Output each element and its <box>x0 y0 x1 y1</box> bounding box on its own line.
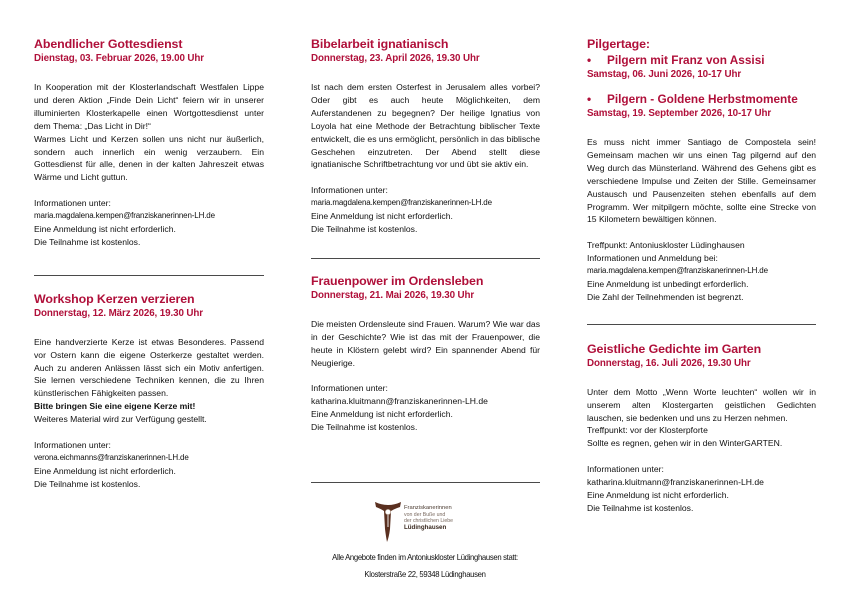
event-date: Donnerstag, 23. April 2026, 19.30 Uhr <box>311 53 480 64</box>
limit-note: Die Zahl der Teilnehmenden ist begrenzt. <box>587 291 744 302</box>
description-paragraph: Warmes Licht und Kerzen sollen uns nicht nur äußerlich, sondern auch innerlich ein wenig verzaubern. Ein Gottesdienst für alle, denen in der kalten Jahreszeit etwas Wärme und Licht guttun. <box>34 133 264 183</box>
contact-email-link[interactable]: katharina.kluitmann@franziskanerinnen-LH.de <box>587 477 764 488</box>
franziskanerinnen-logo <box>374 499 484 545</box>
info-label: Informationen unter: <box>34 198 111 209</box>
column-1 <box>34 36 264 491</box>
description-paragraph: Ist nach dem ersten Osterfest in Jerusalem alles vorbei? Oder gibt es auch heute Möglichkeiten, dem Auferstandenen zu begegnen? Der heilige Ignatius von Loyola hat eine Methode der Betrachtung biblischer Texte entwickelt, die es uns ermöglicht, persönlich in das biblische Geschehen einzutreten. Der Abend stellt diese ignatianische Schriftbetrachtung vor und übt sie aktiv ein. <box>311 82 540 170</box>
bold-note: Bitte bringen Sie eine eigene Kerze mit! <box>34 401 196 412</box>
info-label: Informationen unter: <box>311 383 388 394</box>
pilgrim-item <box>587 91 816 120</box>
event-bibelarbeit <box>311 36 540 236</box>
event-description <box>311 318 540 434</box>
contact-email-link[interactable]: verona.eichmanns@franziskanerinnen-LH.de <box>34 452 189 462</box>
pilgrim-description <box>587 136 816 304</box>
event-title: Abendlicher Gottesdienst <box>34 37 183 51</box>
contact-email-link[interactable]: maria.magdalena.kempen@franziskanerinnen-LH.de <box>311 198 492 208</box>
description-paragraph: Die meisten Ordensleute sind Frauen. Warum? Wie war das in der Geschichte? Wie ist das mit der Frauenpower, die heute in Klöstern gelebt wird? Ein spannender Abend für Neugierige. <box>311 318 540 368</box>
logo-org-name: Franziskanerinnen <box>404 505 452 511</box>
fee-note: Die Teilnahme ist kostenlos. <box>311 223 418 234</box>
extra-note: Weiteres Material wird zur Verfügung gestellt. <box>34 414 207 425</box>
rain-note: Sollte es regnen, gehen wir in den WinterGARTEN. <box>587 438 783 449</box>
meeting-point: Treffpunkt: vor der Klosterpforte <box>587 425 708 436</box>
footer-line: Alle Angebote finden im Antoniuskloster Lüdinghausen statt: <box>332 552 518 562</box>
logo-text <box>404 505 453 531</box>
info-label: Informationen unter: <box>311 185 388 196</box>
event-date: Donnerstag, 21. Mai 2026, 19.30 Uhr <box>311 289 475 301</box>
bullet-icon: • <box>587 92 592 106</box>
event-date: Donnerstag, 12. März 2026, 19.30 Uhr <box>34 307 204 319</box>
event-title: Workshop Kerzen verzieren <box>34 291 195 306</box>
fee-note: Die Teilnahme ist kostenlos. <box>311 422 418 433</box>
event-title: Bibelarbeit ignatianisch <box>311 37 449 51</box>
footer-address <box>310 549 540 583</box>
registration-note: Eine Anmeldung ist nicht erforderlich. <box>34 465 176 476</box>
pilgrim-item-title: Pilgern - Goldene Herbstmomente <box>607 92 798 106</box>
pilgrim-item-title: Pilgern mit Franz von Assisi <box>607 53 765 67</box>
registration-note: Eine Anmeldung ist nicht erforderlich. <box>311 211 453 222</box>
pilgrim-days <box>587 36 816 304</box>
contact-email-link[interactable]: katharina.kluitmann@franziskanerinnen-LH.de <box>311 396 488 407</box>
event-title: Frauenpower im Ordensleben <box>311 273 484 288</box>
logo-city: Lüdinghausen <box>404 523 447 531</box>
pilgrim-item-date: Samstag, 19. September 2026, 10-17 Uhr <box>587 108 772 119</box>
description-paragraph: Eine handverzierte Kerze ist etwas Besonderes. Passend vor Ostern kann die eigene Osterkerze gestaltet werden. Auch zu anderen Anlässen lässt sich ein Motiv anfertigen. Sie lernen verschiedene Techniken kennen, die zu Ihren künstlerischen Fähigkeiten passen. <box>34 336 264 399</box>
logo-line: von der Buße und <box>404 511 446 518</box>
info-label: Informationen unter: <box>587 464 664 475</box>
pilgrim-heading: Pilgertage: <box>587 37 650 51</box>
registration-note: Eine Anmeldung ist unbedingt erforderlich. <box>587 278 749 289</box>
logo-line: der christlichen Liebe <box>404 518 454 525</box>
pilgrim-item <box>587 52 816 81</box>
event-frauenpower <box>311 273 540 434</box>
footer-line: Klosterstraße 22, 59348 Lüdinghausen <box>364 569 486 579</box>
contact-email-link[interactable]: maria.magdalena.kempen@franziskanerinnen-LH.de <box>587 266 768 276</box>
pilgrim-item-date: Samstag, 06. Juni 2026, 10-17 Uhr <box>587 69 742 80</box>
description-paragraph: In Kooperation mit der Klosterlandschaft Westfalen Lippe und deren Aktion „Finde Dein Licht“ feiern wir in unserer illuminierten Klosterkapelle einen Wortgottesdienst unter dem Thema: „Das Licht in Dir!“ <box>34 82 264 131</box>
registration-note: Eine Anmeldung ist nicht erforderlich. <box>34 223 176 234</box>
fee-note: Die Teilnahme ist kostenlos. <box>34 236 141 247</box>
column-2 <box>311 36 540 434</box>
meeting-point: Treffpunkt: Antoniuskloster Lüdinghausen <box>587 240 745 251</box>
fee-note: Die Teilnahme ist kostenlos. <box>587 502 694 513</box>
event-description <box>34 336 264 491</box>
description-paragraph: Es muss nicht immer Santiago de Compostela sein! Gemeinsam machen wir uns einen Tag pilgernd auf den Weg durch das Münsterland. Während des Gehens gibt es verschiedene Impulse und Zeiten der Stille. Gemeinsamer Austausch und Pausenzeiten stehen ebenfalls auf dem Programm. Wer mitpilgern möchte, sollte eine Strecke von 15 Kilometern bewältigen können. <box>587 137 816 225</box>
registration-note: Eine Anmeldung ist nicht erforderlich. <box>587 490 729 500</box>
event-description <box>587 386 816 515</box>
event-workshop-kerzen <box>34 291 264 491</box>
event-date: Donnerstag, 16. Juli 2026, 19.30 Uhr <box>587 357 751 369</box>
divider <box>311 482 540 483</box>
event-description <box>311 81 540 236</box>
event-geistliche-gedichte <box>587 341 816 515</box>
info-label: Informationen unter: <box>34 440 111 450</box>
event-description <box>34 81 264 249</box>
column-3 <box>587 36 816 515</box>
description-paragraph: Unter dem Motto „Wenn Worte leuchten“ wollen wir in unserem alten Klostergarten geistlichen Gedichten lauschen, sie bedenken und uns zu Herzen nehmen. <box>587 386 816 423</box>
info-label: Informationen und Anmeldung bei: <box>587 253 718 264</box>
contact-email-link[interactable]: maria.magdalena.kempen@franziskanerinnen-LH.de <box>34 211 215 221</box>
bullet-icon: • <box>587 53 592 67</box>
tau-cross-icon <box>374 499 402 543</box>
event-abendlicher-gottesdienst <box>34 36 264 249</box>
event-date: Dienstag, 03. Februar 2026, 19.00 Uhr <box>34 53 205 64</box>
event-title: Geistliche Gedichte im Garten <box>587 341 762 356</box>
fee-note: Die Teilnahme ist kostenlos. <box>34 478 141 489</box>
registration-note: Eine Anmeldung ist nicht erforderlich. <box>311 409 453 420</box>
